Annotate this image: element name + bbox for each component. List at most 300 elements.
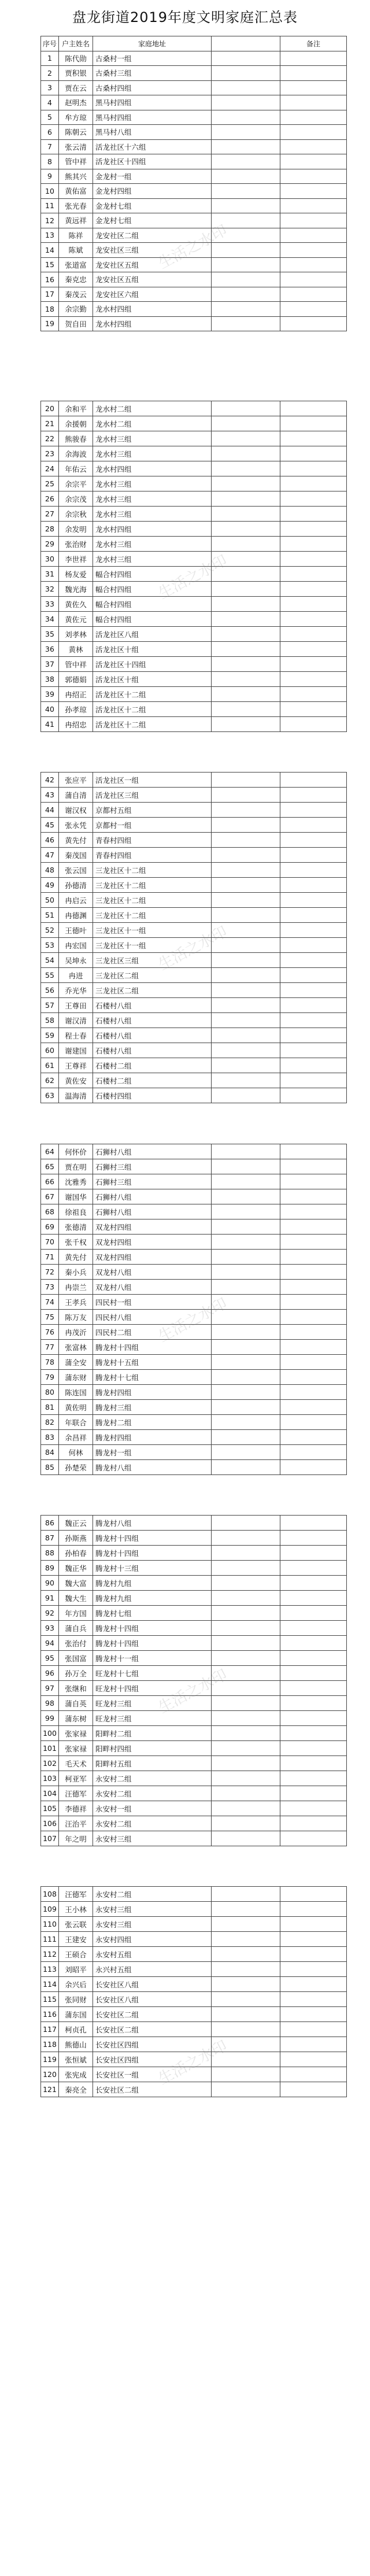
remark-cell — [280, 1591, 347, 1606]
table-row — [41, 1043, 347, 1058]
row-number: 10 — [41, 184, 59, 199]
family-address: 龙安社区三组 — [93, 243, 212, 258]
remark-cell — [280, 1445, 347, 1460]
householder-name: 魏大生 — [59, 1591, 93, 1606]
remark-cell — [280, 169, 347, 184]
blank-cell — [212, 848, 280, 863]
family-address: 龙安社区五组 — [93, 257, 212, 272]
remark-cell — [280, 552, 347, 567]
blank-cell — [212, 2067, 280, 2082]
blank-cell — [212, 2037, 280, 2052]
row-number: 121 — [41, 2082, 59, 2097]
row-number: 55 — [41, 968, 59, 983]
table-row — [41, 1189, 347, 1204]
family-address: 龙水村三组 — [93, 431, 212, 446]
row-number: 53 — [41, 938, 59, 953]
householder-name: 毛天术 — [59, 1756, 93, 1771]
row-number: 56 — [41, 983, 59, 998]
householder-name: 蒲自清 — [59, 788, 93, 803]
blank-cell — [212, 491, 280, 507]
blank-cell — [212, 627, 280, 642]
householder-name: 熊其兴 — [59, 169, 93, 184]
row-number: 111 — [41, 1932, 59, 1947]
householder-name: 秦克忠 — [59, 272, 93, 287]
table-row — [41, 1666, 347, 1681]
table-row — [41, 788, 347, 803]
table-row — [41, 672, 347, 687]
householder-name: 柯贞孔 — [59, 2022, 93, 2037]
householder-name: 蒲东国 — [59, 2007, 93, 2022]
householder-name: 张治财 — [59, 537, 93, 552]
family-address: 龙水村四组 — [93, 316, 212, 331]
family-address: 腾龙村十四组 — [93, 1621, 212, 1636]
remark-cell — [280, 507, 347, 522]
blank-cell — [212, 1013, 280, 1028]
blank-cell — [212, 139, 280, 154]
blank-cell — [212, 1932, 280, 1947]
table-row — [41, 272, 347, 287]
row-number: 7 — [41, 139, 59, 154]
blank-cell — [212, 1621, 280, 1636]
family-address: 龙水村二组 — [93, 416, 212, 431]
column-header: 户主姓名 — [59, 36, 93, 51]
remark-cell — [280, 491, 347, 507]
table-row — [41, 1726, 347, 1741]
table-row — [41, 2082, 347, 2097]
row-number: 38 — [41, 672, 59, 687]
row-number: 17 — [41, 287, 59, 302]
blank-cell — [212, 1325, 280, 1340]
blank-cell — [212, 1189, 280, 1204]
table-row — [41, 1546, 347, 1561]
blank-cell — [212, 401, 280, 416]
row-number: 6 — [41, 125, 59, 140]
table-row — [41, 2067, 347, 2082]
householder-name: 年佑云 — [59, 461, 93, 476]
remark-cell — [280, 66, 347, 81]
remark-cell — [280, 198, 347, 213]
remark-cell — [280, 1932, 347, 1947]
householder-name: 刘孝林 — [59, 627, 93, 642]
householder-name: 黄先付 — [59, 833, 93, 848]
family-address: 古桑村四组 — [93, 80, 212, 95]
remark-cell — [280, 953, 347, 968]
table-row — [41, 243, 347, 258]
remark-cell — [280, 1340, 347, 1355]
blank-cell — [212, 863, 280, 878]
page-title: 盘龙街道2019年度文明家庭汇总表 — [72, 9, 298, 25]
householder-name: 张德清 — [59, 1219, 93, 1235]
row-number: 79 — [41, 1370, 59, 1385]
row-number: 49 — [41, 878, 59, 893]
remark-cell — [280, 2022, 347, 2037]
blank-cell — [212, 228, 280, 243]
remark-cell — [280, 893, 347, 908]
column-header: 备注 — [280, 36, 347, 51]
family-address: 三龙社区二组 — [93, 968, 212, 983]
householder-name: 张治付 — [59, 1636, 93, 1651]
table-row — [41, 552, 347, 567]
householder-name: 贾在明 — [59, 1159, 93, 1174]
table-row — [41, 1606, 347, 1621]
householder-name: 王德叶 — [59, 923, 93, 938]
family-address: 腾龙村十一组 — [93, 1651, 212, 1666]
table-row — [41, 1932, 347, 1947]
row-number: 62 — [41, 1073, 59, 1088]
row-number: 48 — [41, 863, 59, 878]
table-row — [41, 1159, 347, 1174]
householder-name: 张继和 — [59, 1681, 93, 1696]
svg-text:生活之水印: 生活之水印 — [156, 923, 231, 974]
family-address: 龙水村四组 — [93, 461, 212, 476]
householder-name: 魏光海 — [59, 582, 93, 597]
table-row — [41, 184, 347, 199]
row-number: 117 — [41, 2022, 59, 2037]
blank-cell — [212, 1516, 280, 1531]
householder-name: 冉德渊 — [59, 908, 93, 923]
table-row — [41, 169, 347, 184]
row-number: 78 — [41, 1355, 59, 1370]
householder-name: 年方国 — [59, 1606, 93, 1621]
blank-cell — [212, 1831, 280, 1846]
remark-cell — [280, 461, 347, 476]
row-number: 92 — [41, 1606, 59, 1621]
blank-cell — [212, 257, 280, 272]
householder-name: 冉绍正 — [59, 687, 93, 702]
family-address: 腾龙村四组 — [93, 1385, 212, 1400]
row-number: 104 — [41, 1786, 59, 1801]
row-number: 118 — [41, 2037, 59, 2052]
remark-cell — [280, 717, 347, 732]
row-number: 97 — [41, 1681, 59, 1696]
row-number: 50 — [41, 893, 59, 908]
family-address: 活龙社区十四组 — [93, 657, 212, 672]
row-number: 65 — [41, 1159, 59, 1174]
blank-cell — [212, 1280, 280, 1295]
remark-cell — [280, 1771, 347, 1786]
row-number: 60 — [41, 1043, 59, 1058]
blank-cell — [212, 1400, 280, 1415]
table-row — [41, 717, 347, 732]
table-row — [41, 1265, 347, 1280]
table-row — [41, 1741, 347, 1756]
table-row — [41, 642, 347, 657]
remark-cell — [280, 1370, 347, 1385]
table-row — [41, 1831, 347, 1846]
householder-name: 黄远祥 — [59, 213, 93, 228]
row-number: 8 — [41, 154, 59, 169]
column-header — [212, 36, 280, 51]
family-address: 石楼村八组 — [93, 1028, 212, 1043]
remark-cell — [280, 1189, 347, 1204]
householder-name: 陈连国 — [59, 1385, 93, 1400]
blank-cell — [212, 1902, 280, 1917]
remark-cell — [280, 998, 347, 1013]
family-address: 京都村一组 — [93, 818, 212, 833]
remark-cell — [280, 95, 347, 110]
row-number: 42 — [41, 773, 59, 788]
remark-cell — [280, 476, 347, 491]
blank-cell — [212, 1295, 280, 1310]
remark-cell — [280, 446, 347, 461]
blank-cell — [212, 833, 280, 848]
blank-cell — [212, 788, 280, 803]
table-row — [41, 657, 347, 672]
householder-name: 余海波 — [59, 446, 93, 461]
householder-name: 冉绍忠 — [59, 717, 93, 732]
family-address: 阳畔村四组 — [93, 1741, 212, 1756]
remark-cell — [280, 597, 347, 612]
family-address: 腾龙村十五组 — [93, 1355, 212, 1370]
householder-name: 沈雅秀 — [59, 1174, 93, 1189]
blank-cell — [212, 1235, 280, 1250]
remark-cell — [280, 1696, 347, 1711]
table-row — [41, 1370, 347, 1385]
table-row — [41, 491, 347, 507]
table-row — [41, 863, 347, 878]
blank-cell — [212, 1576, 280, 1591]
table-row — [41, 1355, 347, 1370]
row-number: 3 — [41, 80, 59, 95]
table-row — [41, 1636, 347, 1651]
row-number: 73 — [41, 1280, 59, 1295]
table-block — [40, 1886, 347, 2097]
row-number: 23 — [41, 446, 59, 461]
row-number: 75 — [41, 1310, 59, 1325]
family-address: 腾龙村十四组 — [93, 1531, 212, 1546]
blank-cell — [212, 1370, 280, 1385]
family-address: 龙水村四组 — [93, 522, 212, 537]
row-number: 4 — [41, 95, 59, 110]
blank-cell — [212, 2082, 280, 2097]
family-address: 腾龙村十七组 — [93, 1370, 212, 1385]
row-number: 40 — [41, 702, 59, 717]
table-row — [41, 1385, 347, 1400]
family-address: 腾龙村八组 — [93, 1516, 212, 1531]
row-number: 69 — [41, 1219, 59, 1235]
householder-name: 孙斯燕 — [59, 1531, 93, 1546]
blank-cell — [212, 1651, 280, 1666]
row-number: 9 — [41, 169, 59, 184]
blank-cell — [212, 803, 280, 818]
table-row — [41, 401, 347, 416]
table-row — [41, 582, 347, 597]
table-row — [41, 1400, 347, 1415]
family-address: 龙水村三组 — [93, 537, 212, 552]
remark-cell — [280, 537, 347, 552]
table-row — [41, 1250, 347, 1265]
blank-cell — [212, 198, 280, 213]
remark-cell — [280, 416, 347, 431]
family-address: 永安村三组 — [93, 1831, 212, 1846]
family-address: 长安社区一组 — [93, 2067, 212, 2082]
row-number: 113 — [41, 1962, 59, 1977]
householder-name: 陈斌 — [59, 243, 93, 258]
blank-cell — [212, 125, 280, 140]
table-row — [41, 687, 347, 702]
householder-name: 谢汉权 — [59, 803, 93, 818]
row-number: 100 — [41, 1726, 59, 1741]
householder-name: 黄佐明 — [59, 1400, 93, 1415]
family-address: 长安社区二组 — [93, 2022, 212, 2037]
row-number: 93 — [41, 1621, 59, 1636]
svg-text:生活之水印: 生活之水印 — [156, 1666, 231, 1717]
family-address: 幅合村四组 — [93, 582, 212, 597]
table-row — [41, 1144, 347, 1159]
householder-name: 蒲全安 — [59, 1355, 93, 1370]
family-address: 双龙村八组 — [93, 1265, 212, 1280]
blank-cell — [212, 1159, 280, 1174]
householder-name: 柯亚军 — [59, 1771, 93, 1786]
table-row — [41, 1415, 347, 1430]
table-row — [41, 2022, 347, 2037]
blank-cell — [212, 582, 280, 597]
blank-cell — [212, 702, 280, 717]
householder-name: 孙孝琼 — [59, 702, 93, 717]
row-number: 52 — [41, 923, 59, 938]
table-row — [41, 110, 347, 125]
row-number: 108 — [41, 1887, 59, 1902]
table-row — [41, 1917, 347, 1932]
blank-cell — [212, 597, 280, 612]
row-number: 71 — [41, 1250, 59, 1265]
family-address: 旺龙村十四组 — [93, 1681, 212, 1696]
remark-cell — [280, 2037, 347, 2052]
family-address: 活龙社区十二组 — [93, 687, 212, 702]
householder-name: 黄先付 — [59, 1250, 93, 1265]
table-row — [41, 507, 347, 522]
remark-cell — [280, 1561, 347, 1576]
householder-name: 管中祥 — [59, 154, 93, 169]
remark-cell — [280, 773, 347, 788]
family-address: 活龙社区三组 — [93, 788, 212, 803]
remark-cell — [280, 818, 347, 833]
remark-cell — [280, 1415, 347, 1430]
remark-cell — [280, 1917, 347, 1932]
remark-cell — [280, 627, 347, 642]
table-row — [41, 878, 347, 893]
blank-cell — [212, 1561, 280, 1576]
family-address: 长安社区二组 — [93, 2082, 212, 2097]
table-row — [41, 198, 347, 213]
table-row — [41, 95, 347, 110]
family-address: 黑马村八组 — [93, 125, 212, 140]
table-row — [41, 154, 347, 169]
table-row — [41, 833, 347, 848]
table-block — [40, 36, 347, 331]
table-block — [40, 1515, 347, 1846]
remark-cell — [280, 1636, 347, 1651]
householder-name: 魏正云 — [59, 1516, 93, 1531]
row-number: 16 — [41, 272, 59, 287]
family-address: 活龙社区十六组 — [93, 139, 212, 154]
family-address: 四民村一组 — [93, 1295, 212, 1310]
row-number: 109 — [41, 1902, 59, 1917]
remark-cell — [280, 1651, 347, 1666]
family-address: 永安村三组 — [93, 1917, 212, 1932]
householder-name: 何怀价 — [59, 1144, 93, 1159]
row-number: 114 — [41, 1977, 59, 1992]
householder-name: 黄林 — [59, 642, 93, 657]
blank-cell — [212, 1430, 280, 1445]
blank-cell — [212, 1043, 280, 1058]
row-number: 58 — [41, 1013, 59, 1028]
remark-cell — [280, 1977, 347, 1992]
householder-name: 张同财 — [59, 1992, 93, 2007]
table-row — [41, 2037, 347, 2052]
householder-name: 徐祖良 — [59, 1204, 93, 1219]
remark-cell — [280, 848, 347, 863]
remark-cell — [280, 1831, 347, 1846]
householder-name: 黄佐安 — [59, 1073, 93, 1088]
row-number: 46 — [41, 833, 59, 848]
householder-name: 王尊田 — [59, 998, 93, 1013]
family-address: 永安村二组 — [93, 1771, 212, 1786]
householder-name: 熊德山 — [59, 2037, 93, 2052]
remark-cell — [280, 243, 347, 258]
family-address: 永安村二组 — [93, 1816, 212, 1831]
table-row — [41, 1204, 347, 1219]
row-number: 103 — [41, 1771, 59, 1786]
table-row — [41, 1174, 347, 1189]
remark-cell — [280, 582, 347, 597]
remark-cell — [280, 272, 347, 287]
row-number: 82 — [41, 1415, 59, 1430]
table-row — [41, 461, 347, 476]
householder-name: 余和平 — [59, 401, 93, 416]
table-row — [41, 1430, 347, 1445]
householder-name: 杨友爱 — [59, 567, 93, 582]
remark-cell — [280, 184, 347, 199]
table-row — [41, 1887, 347, 1902]
family-address: 三龙社区十二组 — [93, 908, 212, 923]
row-number: 74 — [41, 1295, 59, 1310]
blank-cell — [212, 642, 280, 657]
family-address: 龙水村三组 — [93, 446, 212, 461]
remark-cell — [280, 1801, 347, 1816]
blank-cell — [212, 1355, 280, 1370]
family-address: 双龙村四组 — [93, 1250, 212, 1265]
remark-cell — [280, 1741, 347, 1756]
blank-cell — [212, 1144, 280, 1159]
householder-name: 王硕合 — [59, 1947, 93, 1962]
row-number: 43 — [41, 788, 59, 803]
table-row — [41, 953, 347, 968]
blank-cell — [212, 908, 280, 923]
blank-cell — [212, 1445, 280, 1460]
row-number: 90 — [41, 1576, 59, 1591]
householder-name: 秦小兵 — [59, 1265, 93, 1280]
blank-cell — [212, 287, 280, 302]
householder-name: 王建安 — [59, 1932, 93, 1947]
row-number: 1 — [41, 51, 59, 66]
row-number: 26 — [41, 491, 59, 507]
blank-cell — [212, 1606, 280, 1621]
remark-cell — [280, 1816, 347, 1831]
remark-cell — [280, 213, 347, 228]
family-address: 石狮村八组 — [93, 1189, 212, 1204]
householder-name: 秦茂国 — [59, 848, 93, 863]
remark-cell — [280, 1013, 347, 1028]
family-address: 古桑村一组 — [93, 51, 212, 66]
blank-cell — [212, 1546, 280, 1561]
table-row — [41, 1902, 347, 1917]
remark-cell — [280, 1159, 347, 1174]
family-address: 阳畔村五组 — [93, 1756, 212, 1771]
householder-name: 刘昭平 — [59, 1962, 93, 1977]
householder-name: 张道富 — [59, 257, 93, 272]
blank-cell — [212, 998, 280, 1013]
